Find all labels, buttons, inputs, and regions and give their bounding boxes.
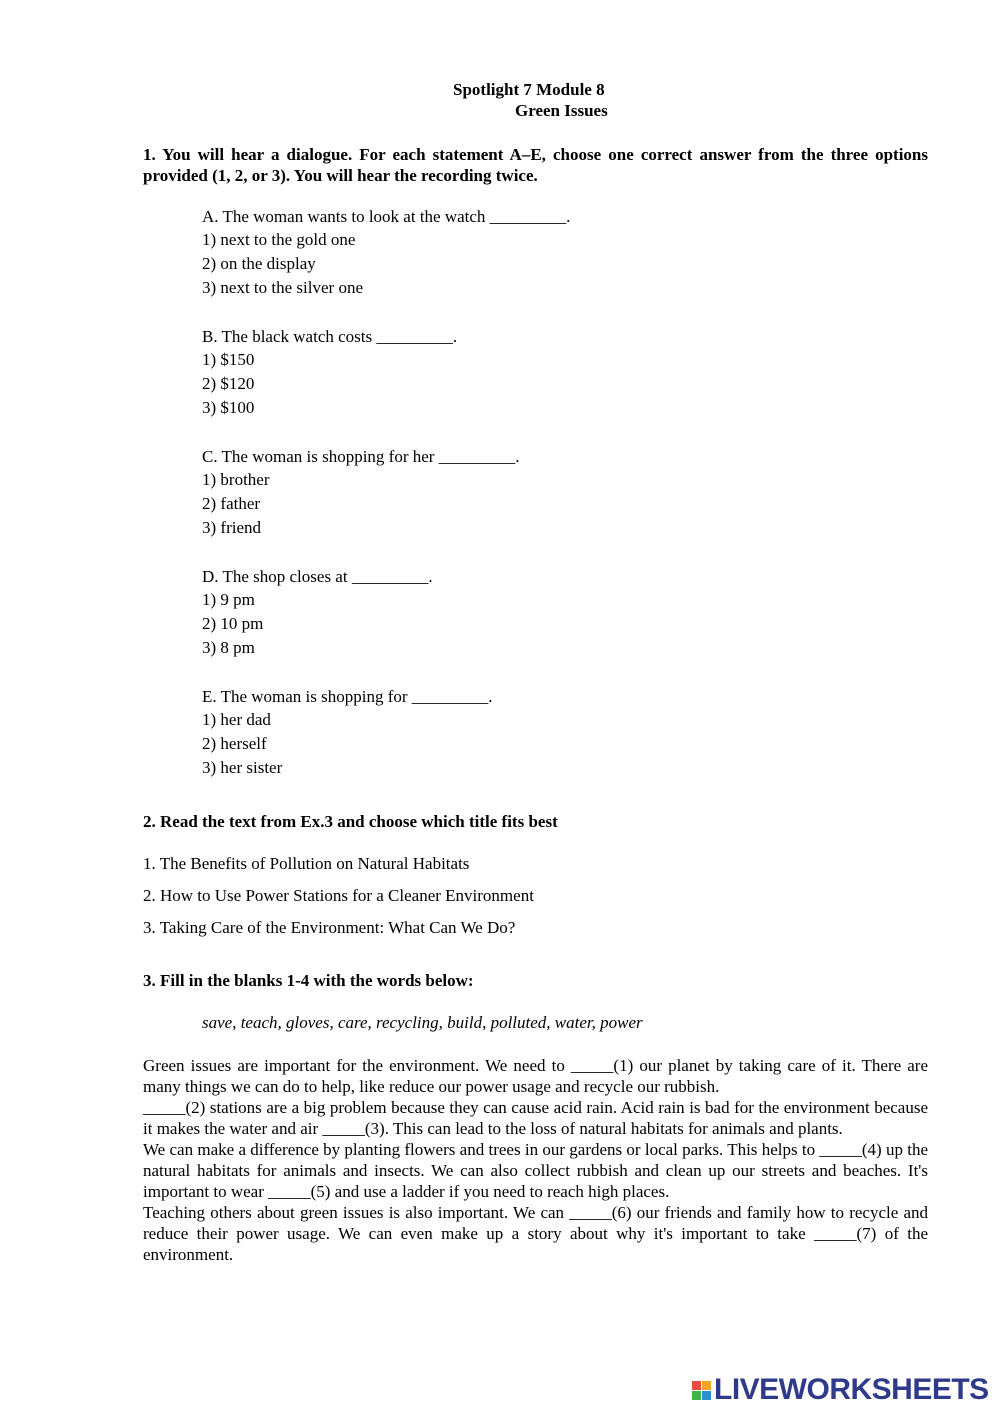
question-stem: C. The woman is shopping for her _________. [202,447,520,466]
task3-instruction: 3. Fill in the blanks 1-4 with the words below: [143,971,474,990]
logo-block [702,1391,711,1400]
passage-paragraph: Teaching others about green issues is also important. We can _____(6) our friends and family how to recycle and reduce their power usage. We can even make up a story about why it's important to take _____(7) of the environment. [143,1203,928,1264]
answer-option[interactable]: 2) 10 pm [202,614,264,633]
page-subtitle: Green Issues [515,101,608,120]
answer-option[interactable]: 2) father [202,494,261,513]
fill-in-passage [143,1055,928,1265]
question-stem: B. The black watch costs _________. [202,327,458,346]
title-option[interactable]: 2. How to Use Power Stations for a Cleaner Environment [143,886,534,905]
brand-name: LIVEWORKSHEETS [714,1373,989,1406]
answer-option[interactable]: 2) herself [202,734,267,753]
task2-options [143,853,534,949]
passage-paragraph: Green issues are important for the environment. We need to _____(1) our planet by taking care of it. There are many things we can do to help, like reduce our power usage and recycle our rubbish. [143,1056,928,1096]
answer-option[interactable]: 3) her sister [202,758,283,777]
question-c [202,445,802,540]
answer-option[interactable]: 2) $120 [202,374,255,393]
answer-option[interactable]: 3) $100 [202,398,255,417]
logo-blocks-icon [692,1381,711,1400]
answer-option[interactable]: 1) next to the gold one [202,230,356,249]
answer-option[interactable]: 1) brother [202,470,270,489]
word-bank: save, teach, gloves, care, recycling, build, polluted, water, power [202,1013,643,1032]
question-d [202,565,802,660]
answer-option[interactable]: 3) friend [202,518,262,537]
answer-option[interactable]: 1) 9 pm [202,590,255,609]
question-a [202,205,802,300]
logo-block [702,1381,711,1390]
page-title: Spotlight 7 Module 8 [453,80,605,99]
logo-block [692,1381,701,1390]
question-stem: A. The woman wants to look at the watch _________. [202,207,571,226]
logo-block [692,1391,701,1400]
title-option[interactable]: 1. The Benefits of Pollution on Natural Habitats [143,854,470,873]
title-option[interactable]: 3. Taking Care of the Environment: What Can We Do? [143,918,516,937]
answer-option[interactable]: 1) $150 [202,350,255,369]
question-stem: D. The shop closes at _________. [202,567,433,586]
question-e [202,685,802,780]
answer-option[interactable]: 3) 8 pm [202,638,255,657]
answer-option[interactable]: 1) her dad [202,710,271,729]
passage-paragraph: We can make a difference by planting flowers and trees in our gardens or local parks. This helps to _____(4) up the natural habitats for animals and insects. We can also collect rubbish and clean up our streets and beaches. It's important to wear _____(5) and use a ladder if you need to reach high places. [143,1140,928,1201]
task1-instruction: 1. You will hear a dialogue. For each statement A–E, choose one correct answer from the three options provided (1, 2, or 3). You will hear the recording twice. [143,145,928,185]
liveworksheets-logo [692,1374,989,1406]
task2-instruction: 2. Read the text from Ex.3 and choose which title fits best [143,812,558,831]
question-stem: E. The woman is shopping for _________. [202,687,493,706]
answer-option[interactable]: 3) next to the silver one [202,278,363,297]
passage-paragraph: _____(2) stations are a big problem because they can cause acid rain. Acid rain is bad for the environment because it makes the water and air _____(3). This can lead to the loss of natural habitats for animals and plants. [143,1098,928,1138]
answer-option[interactable]: 2) on the display [202,254,316,273]
question-b [202,325,802,420]
task1-questions [202,205,802,805]
